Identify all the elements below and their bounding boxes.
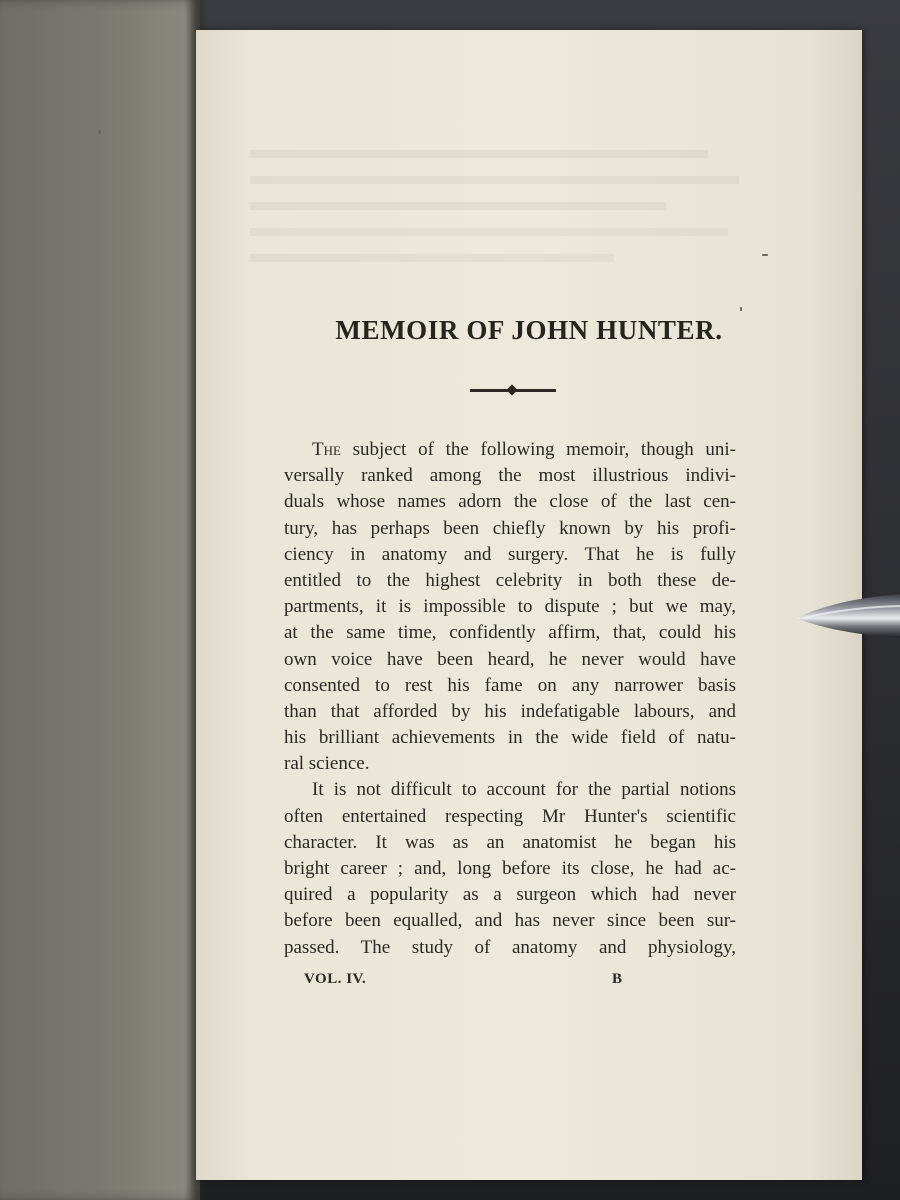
volume-label: VOL. IV. <box>304 971 367 987</box>
text-line: bright career ; and, long before its close, he had ac- <box>284 858 736 879</box>
text-line: passed. The study of anatomy and physiology, <box>284 936 736 958</box>
text-line: ciency in anatomy and surgery. That he is fully <box>284 543 736 565</box>
text-line: than that afforded by his indefatigable labours, and <box>284 700 736 722</box>
paper-speck <box>740 307 742 311</box>
dropcap-word: The <box>312 439 341 460</box>
text-line: often entertained respecting Mr Hunter's scientific <box>284 805 736 827</box>
paragraph-2 <box>284 777 736 960</box>
show-through-text <box>250 150 770 290</box>
text-line: before been equalled, and has never since been sur- <box>284 910 736 932</box>
text-line: entitled to the highest celebrity in both these de- <box>284 569 736 591</box>
text-line: The subject of the following memoir, though uni- <box>312 439 736 460</box>
metal-bookmark <box>796 590 900 642</box>
text-line: ral science. <box>284 753 370 775</box>
paragraph-1 <box>284 437 736 777</box>
text-line: own voice have been heard, he never would have <box>284 648 736 670</box>
text-line: at the same time, confidently affirm, that, could his <box>284 622 736 644</box>
text-line: partments, it is impossible to dispute ; but we may, <box>284 596 736 618</box>
page-title: MEMOIR OF JOHN HUNTER. <box>335 315 723 345</box>
text-line: tury, has perhaps been chiefly known by his profi- <box>284 517 736 539</box>
text-line: versally ranked among the most illustrious indivi- <box>284 465 736 487</box>
text-line: his brilliant achievements in the wide field of natu- <box>284 727 736 749</box>
text-line: consented to rest his fame on any narrower basis <box>284 674 736 696</box>
paper-speck <box>762 254 768 256</box>
text-line: quired a popularity as a surgeon which had never <box>284 884 736 906</box>
facing-page <box>0 0 200 1200</box>
body-text <box>284 437 736 961</box>
signature-mark: B <box>612 971 623 987</box>
paper-speck <box>98 130 101 134</box>
text-line: It is not difficult to account for the partial notions <box>312 779 736 801</box>
text-line: duals whose names adorn the close of the last cen- <box>284 491 736 513</box>
text-line: character. It was as an anatomist he began his <box>284 831 736 853</box>
